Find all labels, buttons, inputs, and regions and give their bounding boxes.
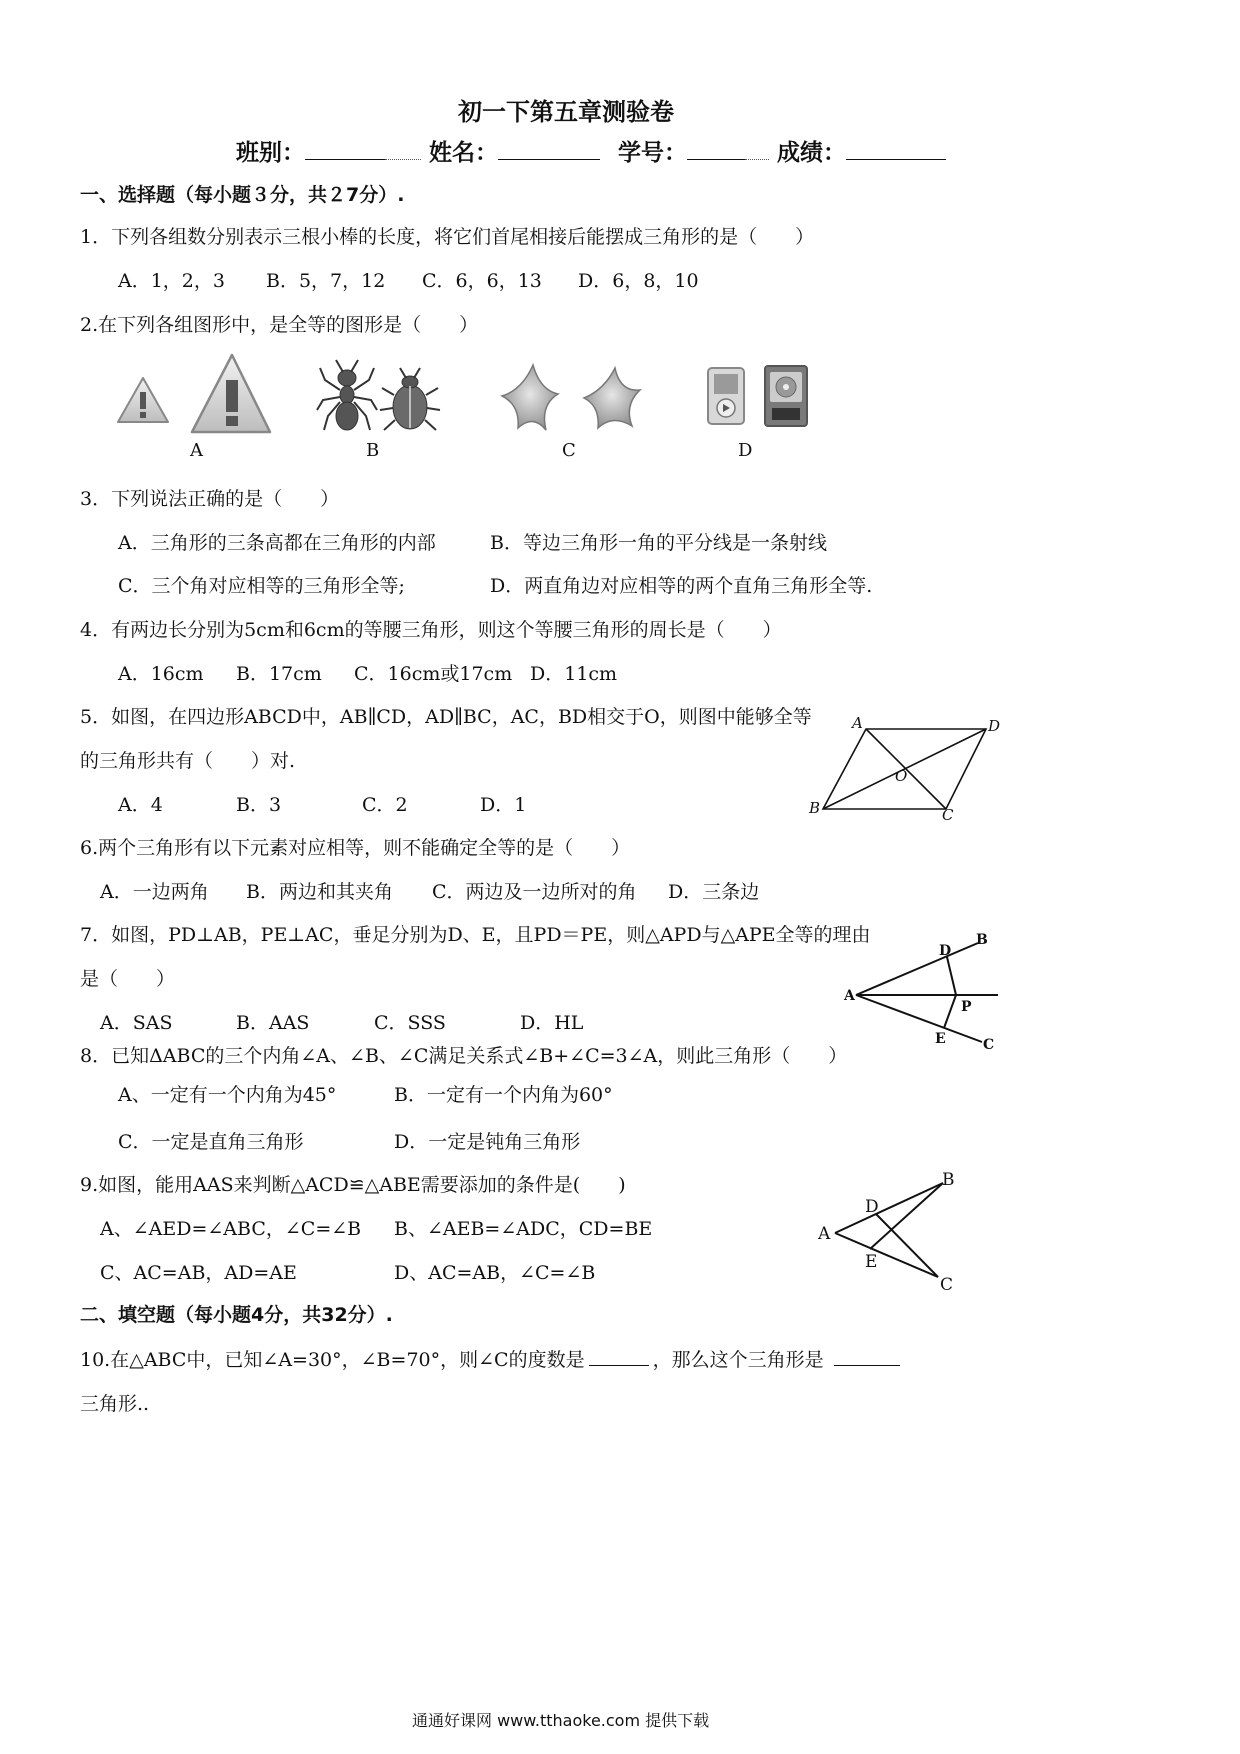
ant-and-beetle-icon (317, 360, 440, 430)
q2-label-a: A (190, 440, 203, 461)
point-e: E (865, 1252, 878, 1272)
question-10-line2: 三角形.. (80, 1393, 150, 1415)
point-c: C (983, 1037, 995, 1053)
q10-blank-triangle-type[interactable] (834, 1365, 900, 1366)
q3-option-a: A．三角形的三条高都在三角形的内部 (118, 532, 436, 554)
class-blank[interactable] (305, 159, 385, 160)
q9-option-c: C、AC=AB，AD=AE (100, 1262, 297, 1284)
q1-option-d: D．6，8，10 (578, 270, 699, 292)
segment-be (870, 1183, 943, 1249)
q5-option-c: C．2 (362, 794, 408, 816)
center-o: O (895, 767, 908, 785)
q9-triangles-figure (810, 1165, 970, 1300)
question-1: 1．下列各组数分别表示三根小棒的长度，将它们首尾相接后能摆成三角形的是（ ） (80, 226, 815, 248)
q4-option-d: D．11cm (530, 663, 618, 685)
q4-option-a: A．16cm (118, 663, 204, 685)
student-info-line (236, 134, 946, 167)
footer-source: 通通好课网 www.tthaoke.com 提供下载 (412, 1711, 710, 1730)
section-heading-fill: 二、填空题（每小题4分，共32分）. (80, 1304, 393, 1326)
vertex-a: A (852, 714, 863, 732)
dotted-filler (745, 159, 769, 160)
q1-option-b: B．5，7，12 (266, 270, 386, 292)
question-5-line2: 的三角形共有（ ）对. (80, 750, 296, 772)
media-player-and-dvd-icon (708, 366, 807, 426)
score-label: 成绩： (777, 140, 847, 166)
name-label: 姓名： (429, 140, 499, 166)
segment-pd (947, 957, 956, 995)
question-9: 9.如图，能用AAS来判断△ACD≌△ABE需要添加的条件是( ) (80, 1174, 626, 1196)
q9-option-d: D、AC=AB，∠C=∠B (394, 1262, 596, 1284)
page-title: 初一下第五章测验卷 (458, 98, 674, 126)
question-7: 7．如图，PD⊥AB，PE⊥AC，垂足分别为D、E，且PD＝PE，则△APD与△APE全等的理由 (80, 924, 871, 946)
question-10 (80, 1345, 900, 1372)
q7-angle-figure (836, 925, 1006, 1055)
vertex-d: D (988, 717, 1001, 735)
point-a: A (844, 988, 855, 1004)
side-ab (835, 1183, 943, 1233)
ray-ab (856, 943, 978, 995)
q3-option-d: D．两直角边对应相等的两个直角三角形全等. (490, 575, 873, 597)
q6-option-b: B．两边和其夹角 (246, 881, 393, 903)
name-blank[interactable] (498, 159, 600, 160)
starfish-icon (502, 365, 640, 430)
q6-option-d: D．三条边 (668, 881, 760, 903)
q2-label-b: B (366, 440, 380, 461)
point-p: P (961, 999, 972, 1015)
dotted-filler (385, 159, 421, 160)
q3-option-c: C．三个角对应相等的三角形全等; (118, 575, 405, 597)
q4-option-c: C．16cm或17cm (354, 663, 513, 685)
q5-option-d: D．1 (480, 794, 527, 816)
point-d: D (865, 1197, 879, 1217)
segment-cd (876, 1214, 938, 1277)
q7-option-a: A．SAS (100, 1012, 173, 1034)
question-2: 2.在下列各组图形中，是全等的图形是（ ） (80, 314, 479, 336)
q10-part2: ，那么这个三角形是 (652, 1349, 824, 1371)
point-b: B (942, 1170, 955, 1190)
point-c: C (940, 1275, 954, 1295)
q8-option-d: D．一定是钝角三角形 (394, 1131, 581, 1153)
section-heading-choice: 一、选择题（每小题３分，共２7分）. (80, 184, 405, 206)
point-d: D (939, 943, 952, 959)
question-5: 5．如图，在四边形ABCD中，AB∥CD，AD∥BC，AC，BD相交于O，则图中能够全等 (80, 706, 812, 728)
vertex-b: B (809, 799, 821, 817)
q6-option-c: C．两边及一边所对的角 (432, 881, 637, 903)
question-8: 8．已知ΔABC的三个内角∠A、∠B、∠C满足关系式∠B+∠C=3∠A，则此三角形（ ） (80, 1045, 848, 1067)
point-b: B (976, 932, 988, 948)
warning-triangle-icon (118, 355, 270, 432)
q7-option-b: B．AAS (236, 1012, 310, 1034)
q5-option-b: B．3 (236, 794, 282, 816)
q9-option-b: B、∠AEB=∠ADC，CD=BE (394, 1218, 653, 1240)
id-label: 学号： (618, 140, 688, 166)
question-3: 3．下列说法正确的是（ ） (80, 488, 340, 510)
segment-pe (944, 995, 956, 1028)
q7-option-d: D．HL (520, 1012, 584, 1034)
question-4: 4．有两边长分别为5cm和6cm的等腰三角形，则这个等腰三角形的周长是（ ） (80, 619, 782, 641)
question-7-line2: 是（ ） (80, 968, 176, 990)
q10-part1: 10.在△ABC中，已知∠A=30°，∠B=70°，则∠C的度数是 (80, 1349, 585, 1371)
point-e: E (935, 1031, 946, 1047)
point-a: A (818, 1224, 831, 1244)
q1-option-a: A．1，2，3 (118, 270, 225, 292)
q7-option-c: C．SSS (374, 1012, 446, 1034)
vertex-c: C (942, 806, 954, 824)
q8-option-c: C．一定是直角三角形 (118, 1131, 304, 1153)
q2-label-c: C (562, 440, 576, 461)
q2-figures (110, 350, 830, 440)
score-blank[interactable] (846, 159, 946, 160)
question-6: 6.两个三角形有以下元素对应相等，则不能确定全等的是（ ） (80, 837, 631, 859)
class-label: 班别： (236, 140, 305, 166)
q6-option-a: A．一边两角 (100, 881, 209, 903)
id-blank[interactable] (687, 159, 745, 160)
q5-option-a: A．4 (118, 794, 163, 816)
q10-blank-angle-c[interactable] (589, 1365, 649, 1366)
q9-option-a: A、∠AED=∠ABC，∠C=∠B (100, 1218, 362, 1240)
q4-option-b: B．17cm (236, 663, 322, 685)
q3-option-b: B．等边三角形一角的平分线是一条射线 (490, 532, 827, 554)
q8-option-b: B．一定有一个内角为60° (394, 1084, 613, 1106)
q5-parallelogram-figure (800, 712, 1010, 827)
side-ac (835, 1233, 938, 1277)
q8-option-a: A、一定有一个内角为45° (118, 1084, 337, 1106)
q2-label-d: D (738, 440, 753, 461)
q1-option-c: C．6，6，13 (422, 270, 542, 292)
